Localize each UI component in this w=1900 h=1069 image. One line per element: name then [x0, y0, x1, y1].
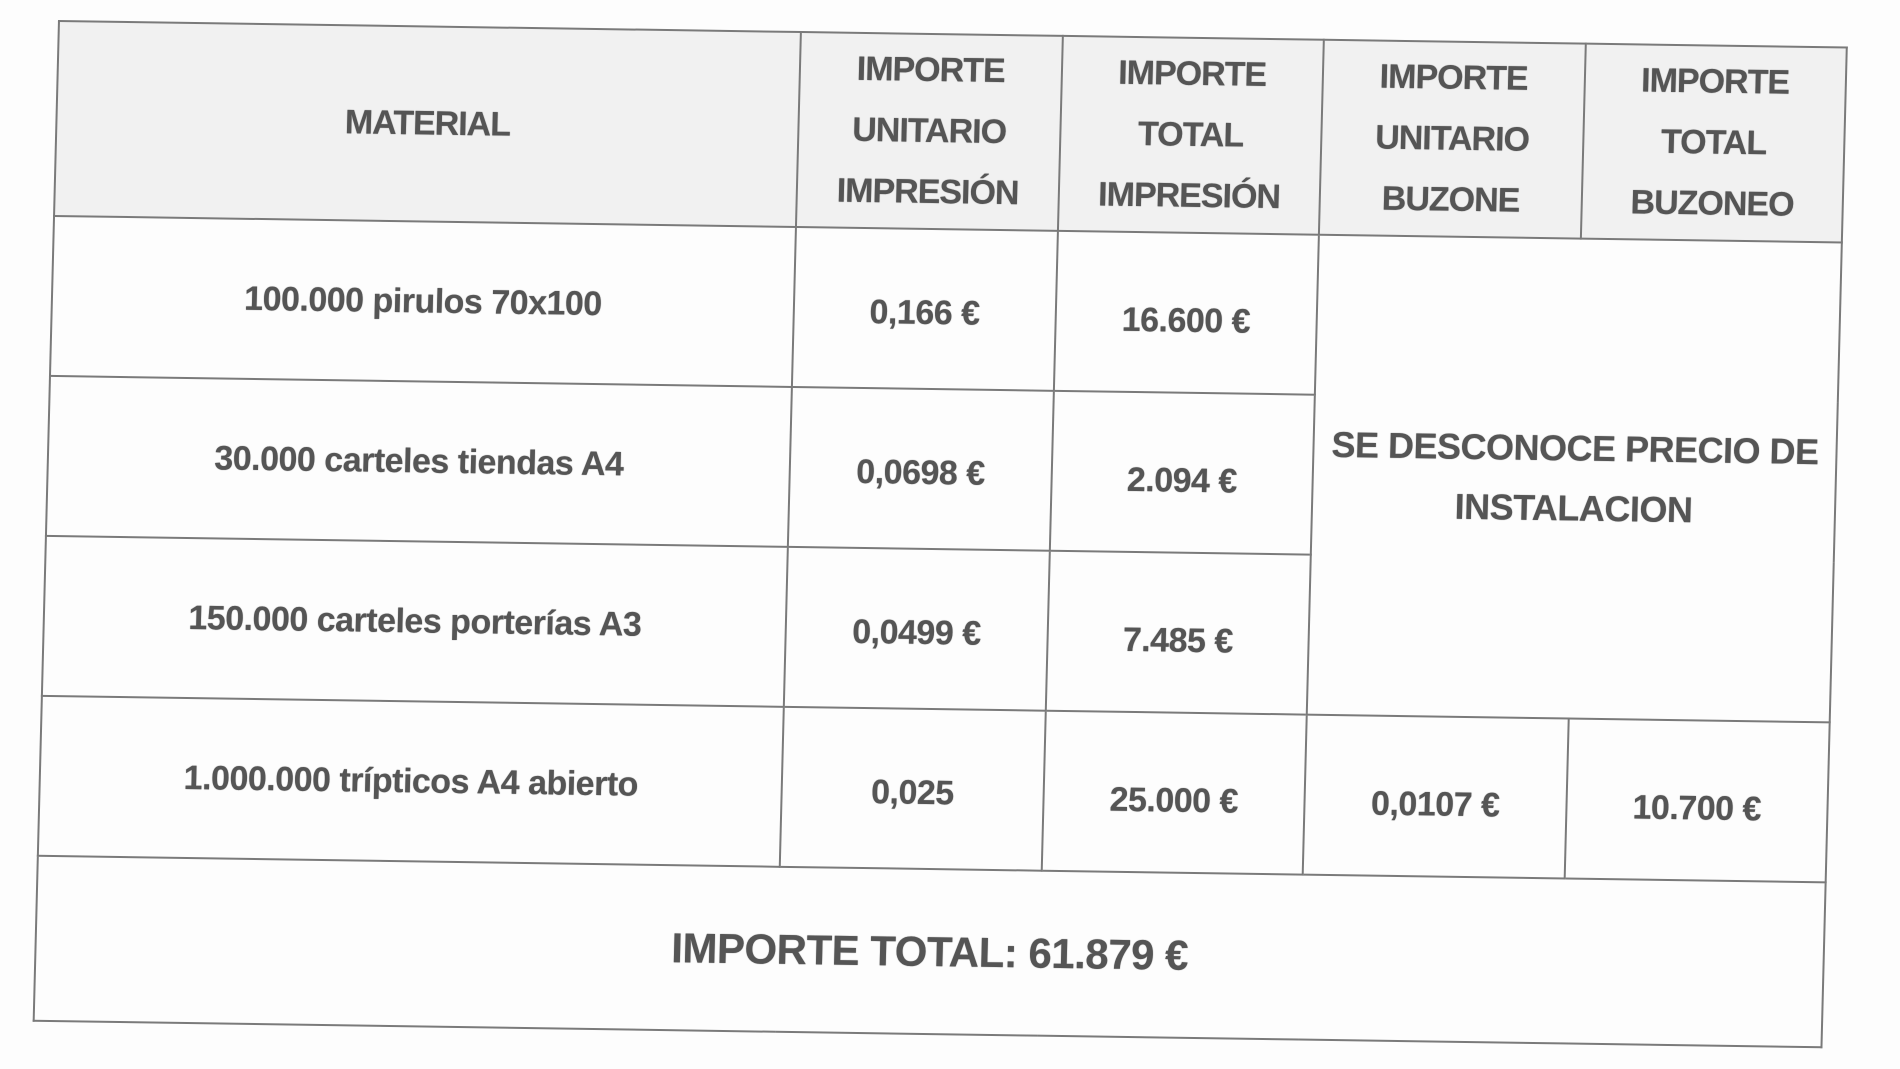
header-unit-print: IMPORTE UNITARIO IMPRESIÓN	[796, 32, 1062, 231]
total-print-cell: 16.600 €	[1053, 231, 1319, 395]
table-row	[38, 696, 1830, 882]
material-cell: 30.000 carteles tiendas A4	[46, 376, 792, 547]
table-row	[50, 216, 1842, 402]
total-mail-cell: 10.700 €	[1564, 718, 1830, 882]
header-material: MATERIAL	[54, 21, 801, 227]
unit-mail-cell: 0,0107 €	[1303, 715, 1569, 879]
cost-table-sheet	[33, 20, 1848, 1046]
material-cell: 100.000 pirulos 70x100	[50, 216, 796, 387]
grand-total-row	[34, 856, 1826, 1047]
header-total-print: IMPORTE TOTAL IMPRESIÓN	[1057, 36, 1323, 235]
total-print-cell: 25.000 €	[1041, 711, 1307, 875]
header-total-mail: IMPORTE TOTAL BUZONEO	[1580, 44, 1846, 243]
unit-print-cell: 0,0499 €	[784, 547, 1050, 711]
unit-print-cell: 0,025	[780, 707, 1046, 871]
table-header-row	[54, 21, 1847, 242]
grand-total: IMPORTE TOTAL: 61.879 €	[34, 856, 1826, 1047]
unit-print-cell: 0,0698 €	[788, 387, 1054, 551]
unknown-price-note: SE DESCONOCE PRECIO DE INSTALACION	[1307, 235, 1842, 723]
total-print-cell: 7.485 €	[1045, 551, 1311, 715]
cost-table	[33, 20, 1848, 1048]
header-unit-mail: IMPORTE UNITARIO BUZONE	[1319, 40, 1585, 239]
material-cell: 1.000.000 trípticos A4 abierto	[38, 696, 784, 867]
total-print-cell: 2.094 €	[1049, 391, 1315, 555]
unit-print-cell: 0,166 €	[792, 227, 1058, 391]
material-cell: 150.000 carteles porterías A3	[42, 536, 788, 707]
